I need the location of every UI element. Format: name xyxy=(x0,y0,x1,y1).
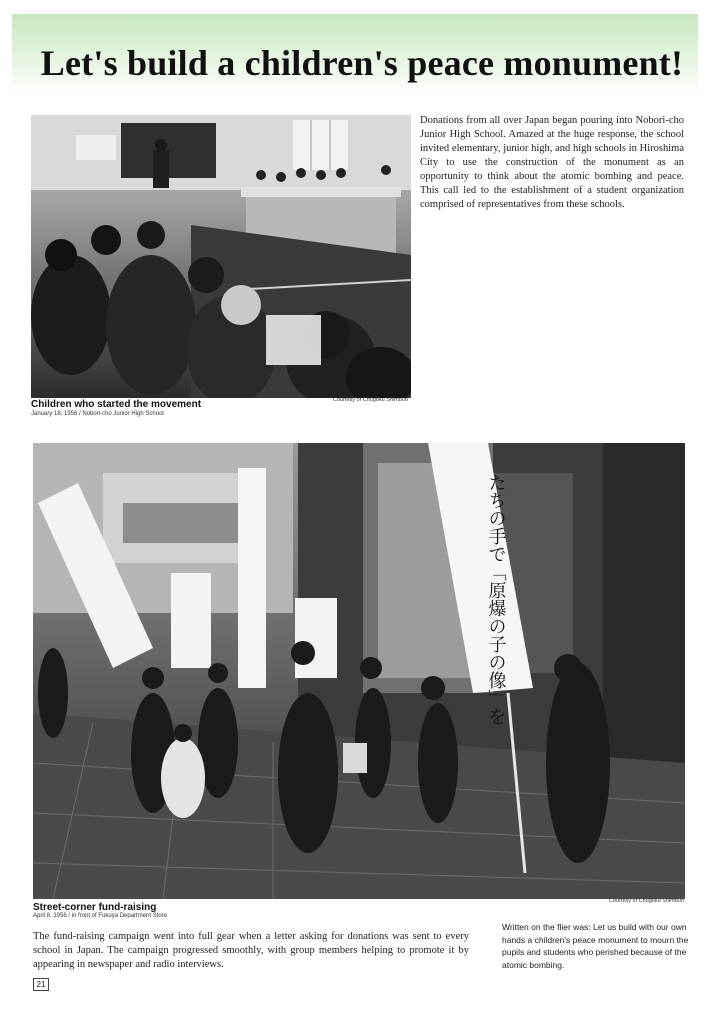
photo2-date-place: April 8, 1956 / in front of Fukuya Department Store xyxy=(33,913,168,919)
page-title: Let's build a children's peace monument! xyxy=(40,43,684,83)
banner-text: たちの手で「原爆の子の像」を xyxy=(485,473,507,725)
photo1-credit: Courtesy of Chugoku Shimbun xyxy=(333,397,408,403)
classroom-photo-image xyxy=(31,115,411,398)
campaign-paragraph: The fund-raising campaign went into full gear when a letter asking for donations was sent to every school in Japan. The campaign progressed smoothly, with group members helping to promote it by appearing in newspaper and radio interviews. xyxy=(33,931,469,970)
photo2-caption: Street-corner fund-raising xyxy=(33,902,157,913)
photo1-date-place: January 18, 1956 / Nobori-cho Junior High School xyxy=(31,411,164,417)
fundraising-photo-image xyxy=(33,443,685,899)
flier-note: Written on the flier was: Let us build with our own hands a children's peace monument to mourn the pupils and students who perished because of the atomic bombing. xyxy=(502,922,689,970)
fundraising-photo xyxy=(33,443,685,899)
photo2-credit: Courtesy of Chugoku Shimbun xyxy=(609,898,684,904)
classroom-photo xyxy=(31,115,411,398)
intro-paragraph: Donations from all over Japan began pouring into Nobori-cho Junior High School. Amazed at the huge response, the school invited elementary, junior high, and high schools in Hiroshima City to use the construction of the monument as an opportunity to think about the atomic bombing and peace. This call led to the establishment of a student organization comprised of representatives from these schools. xyxy=(420,115,684,210)
page-number: 21 xyxy=(33,978,49,991)
photo1-caption: Children who started the movement xyxy=(31,399,202,410)
